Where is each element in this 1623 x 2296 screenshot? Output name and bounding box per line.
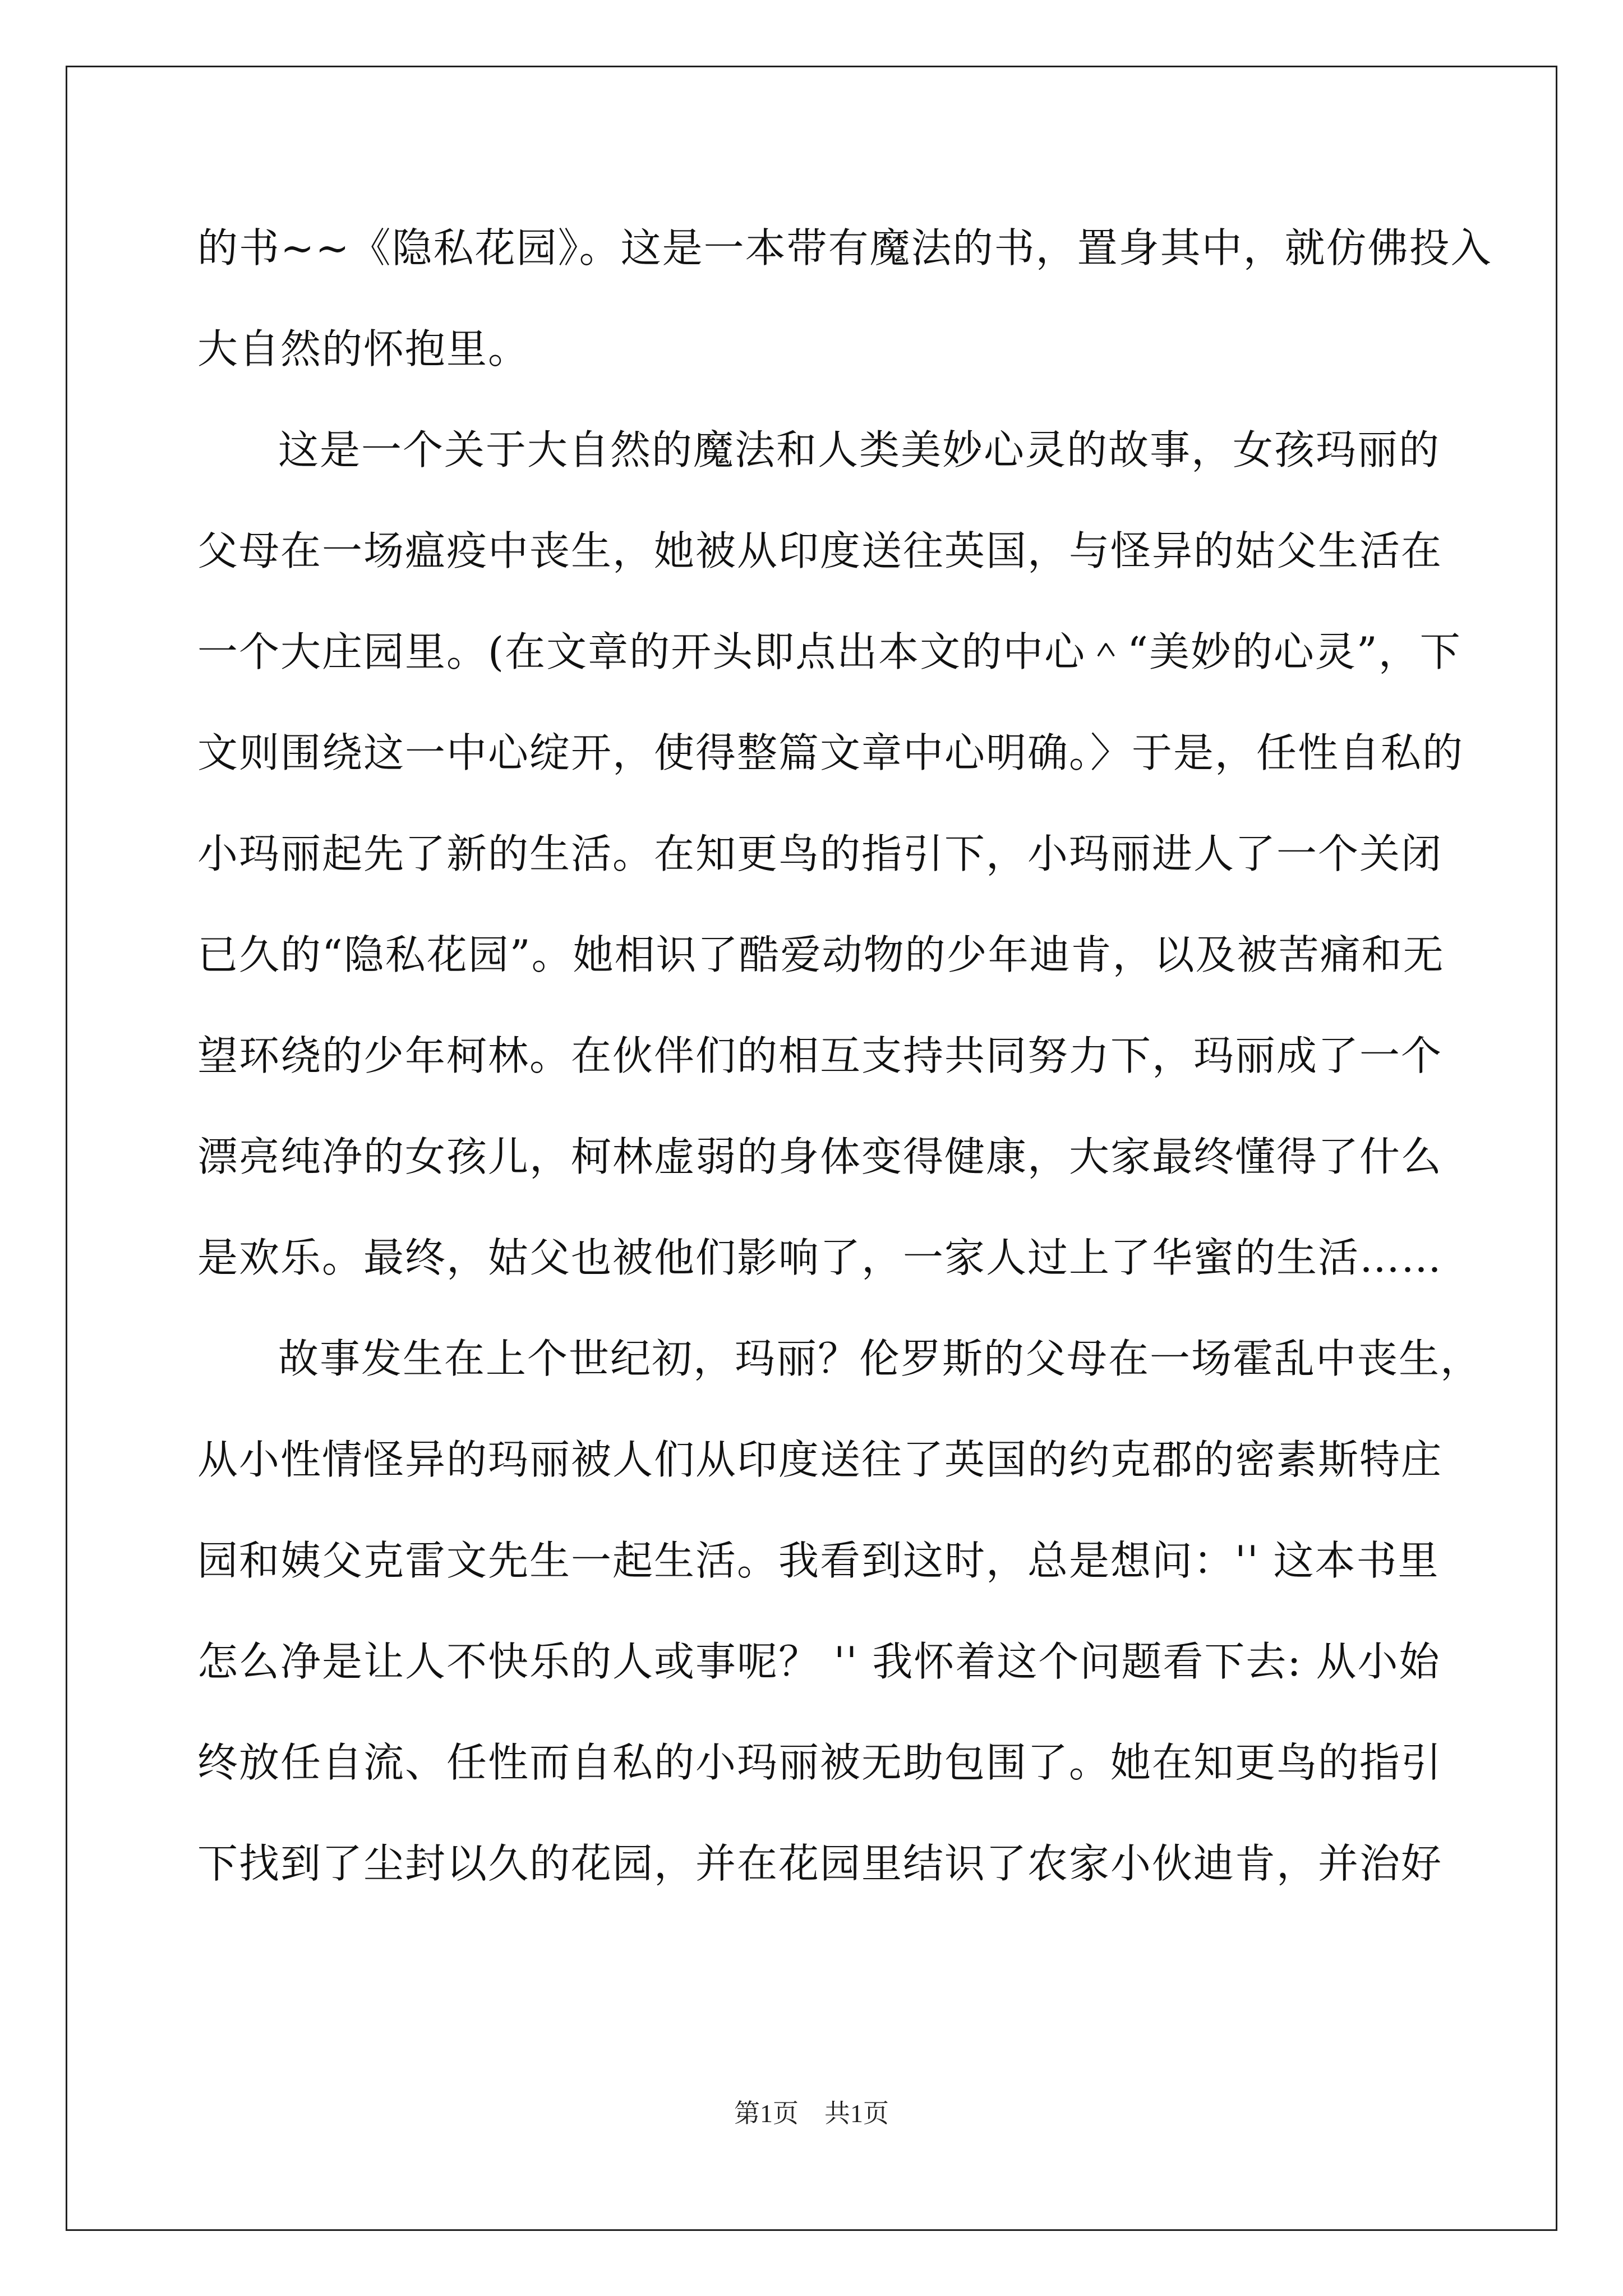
- text-line: 园和姨父克雷文先生一起生活。我看到这时，总是想问：'' 这本书里: [197, 1537, 1440, 1584]
- text-line: 从小性情怪异的玛丽被人们从印度送往了英国的约克郡的密素斯特庄: [197, 1436, 1443, 1483]
- text-line: 文则围绕这一中心绽开，使得整篇文章中心明确。〉于是，任性自私的: [197, 729, 1464, 776]
- text-line: 漂亮纯净的女孩儿，柯林虚弱的身体变得健康，大家最终懂得了什么: [197, 1133, 1443, 1180]
- text-line: 父母在一场瘟疫中丧生，她被从印度送往英国，与怪异的姑父生活在: [197, 527, 1443, 574]
- paragraph-start-line: 故事发生在上个世纪初，玛丽？伦罗斯的父母在一场霍乱中丧生，: [278, 1335, 1482, 1382]
- text-line: 大自然的怀抱里。: [197, 325, 530, 372]
- paragraph-start-line: 这是一个关于大自然的魔法和人类美妙心灵的故事，女孩玛丽的: [278, 426, 1441, 473]
- text-line: 终放任自流、任性而自私的小玛丽被无助包围了。她在知更鸟的指引: [197, 1739, 1443, 1786]
- text-line: 已久的“隐私花园”。她相识了酷爱动物的少年迪肯，以及被苦痛和无: [197, 931, 1445, 978]
- text-line: 的书~~《隐私花园》。这是一本带有魔法的书，置身其中，就仿佛投入: [197, 224, 1492, 272]
- text-line: 是欢乐。最终，姑父也被他们影响了，一家人过上了华蜜的生活……: [197, 1234, 1443, 1281]
- text-line: 下找到了尘封以久的花园，并在花园里结识了农家小伙迪肯，并治好: [197, 1840, 1443, 1887]
- text-line: 望环绕的少年柯林。在伙伴们的相互支持共同努力下，玛丽成了一个: [197, 1032, 1443, 1079]
- text-line: 怎么净是让人不快乐的人或事呢？ '' 我怀着这个问题看下去: 从小始: [197, 1638, 1441, 1685]
- text-line: 一个大庄园里。(在文章的开头即点出本文的中心＾“美妙的心灵”，下: [197, 628, 1461, 675]
- text-line: 小玛丽起先了新的生活。在知更鸟的指引下，小玛丽进人了一个关闭: [197, 830, 1443, 877]
- page-footer: 第1页 共1页: [734, 2099, 889, 2128]
